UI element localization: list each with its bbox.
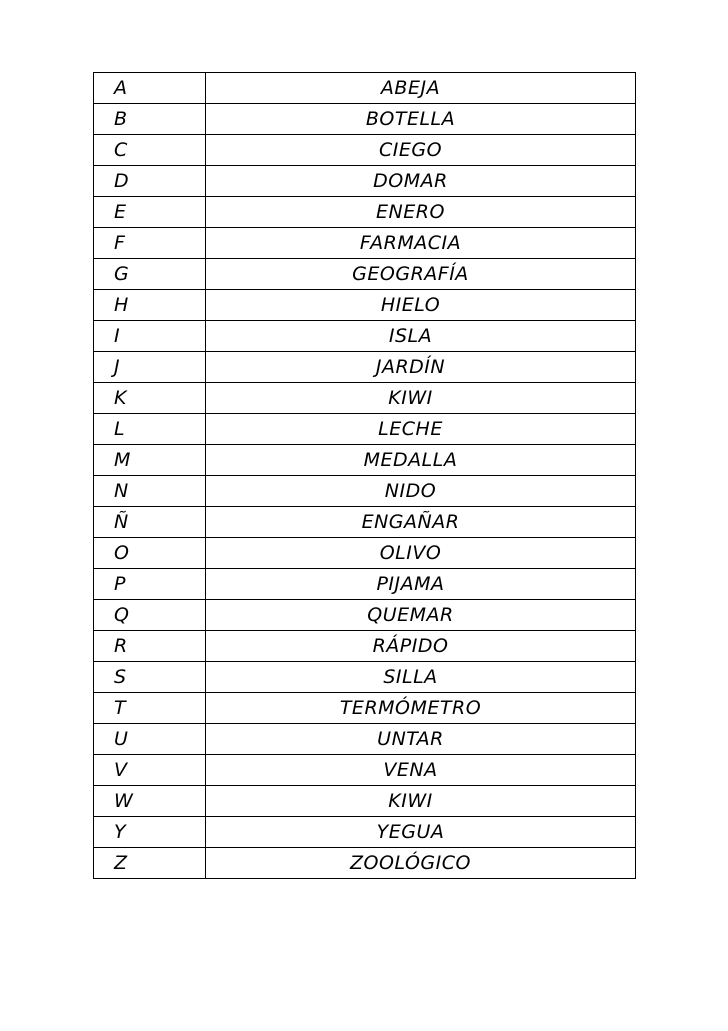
row-word: FARMACIA (206, 228, 636, 259)
table-row (94, 445, 636, 476)
row-letter: B (94, 104, 206, 135)
table-row (94, 290, 636, 321)
table-row (94, 538, 636, 569)
table-row (94, 786, 636, 817)
table-row (94, 73, 636, 104)
row-letter: R (94, 631, 206, 662)
row-letter: J (94, 352, 206, 383)
row-word: QUEMAR (206, 600, 636, 631)
row-letter: C (94, 135, 206, 166)
table-row (94, 414, 636, 445)
table-row (94, 755, 636, 786)
row-letter: T (94, 693, 206, 724)
row-word: ISLA (206, 321, 636, 352)
row-word: DOMAR (206, 166, 636, 197)
row-word: OLIVO (206, 538, 636, 569)
table-row (94, 166, 636, 197)
row-word: ENGAÑAR (206, 507, 636, 538)
row-word: ABEJA (206, 73, 636, 104)
row-letter: P (94, 569, 206, 600)
row-word: PIJAMA (206, 569, 636, 600)
row-word: JARDÍN (206, 352, 636, 383)
row-letter: I (94, 321, 206, 352)
row-letter: Q (94, 600, 206, 631)
row-letter: D (94, 166, 206, 197)
row-letter: L (94, 414, 206, 445)
table-row (94, 228, 636, 259)
table-row (94, 693, 636, 724)
row-letter: G (94, 259, 206, 290)
row-word: HIELO (206, 290, 636, 321)
row-letter: N (94, 476, 206, 507)
row-word: KIWI (206, 383, 636, 414)
table-row (94, 600, 636, 631)
row-letter: S (94, 662, 206, 693)
row-word: VENA (206, 755, 636, 786)
row-word: KIWI (206, 786, 636, 817)
row-letter: M (94, 445, 206, 476)
row-letter: U (94, 724, 206, 755)
row-letter: E (94, 197, 206, 228)
table-row (94, 569, 636, 600)
row-letter: Ñ (94, 507, 206, 538)
table-row (94, 383, 636, 414)
table-row (94, 848, 636, 879)
row-word: ENERO (206, 197, 636, 228)
table-row (94, 104, 636, 135)
row-letter: K (94, 383, 206, 414)
row-word: YEGUA (206, 817, 636, 848)
row-letter: H (94, 290, 206, 321)
row-letter: V (94, 755, 206, 786)
table-row (94, 259, 636, 290)
row-letter: F (94, 228, 206, 259)
row-letter: A (94, 73, 206, 104)
table-row (94, 631, 636, 662)
table-row (94, 724, 636, 755)
row-word: BOTELLA (206, 104, 636, 135)
table-row (94, 507, 636, 538)
table-row (94, 817, 636, 848)
row-word: TERMÓMETRO (206, 693, 636, 724)
document-page (93, 72, 636, 879)
table-row (94, 662, 636, 693)
row-word: UNTAR (206, 724, 636, 755)
table-row (94, 197, 636, 228)
table-row (94, 352, 636, 383)
table-row (94, 321, 636, 352)
row-letter: W (94, 786, 206, 817)
row-word: LECHE (206, 414, 636, 445)
row-word: GEOGRAFÍA (206, 259, 636, 290)
table-row (94, 476, 636, 507)
row-letter: Z (94, 848, 206, 879)
row-word: NIDO (206, 476, 636, 507)
row-word: CIEGO (206, 135, 636, 166)
row-word: MEDALLA (206, 445, 636, 476)
row-word: ZOOLÓGICO (206, 848, 636, 879)
alphabet-word-table (93, 72, 636, 879)
row-word: SILLA (206, 662, 636, 693)
table-body (94, 73, 636, 879)
row-letter: O (94, 538, 206, 569)
row-word: RÁPIDO (206, 631, 636, 662)
table-row (94, 135, 636, 166)
row-letter: Y (94, 817, 206, 848)
